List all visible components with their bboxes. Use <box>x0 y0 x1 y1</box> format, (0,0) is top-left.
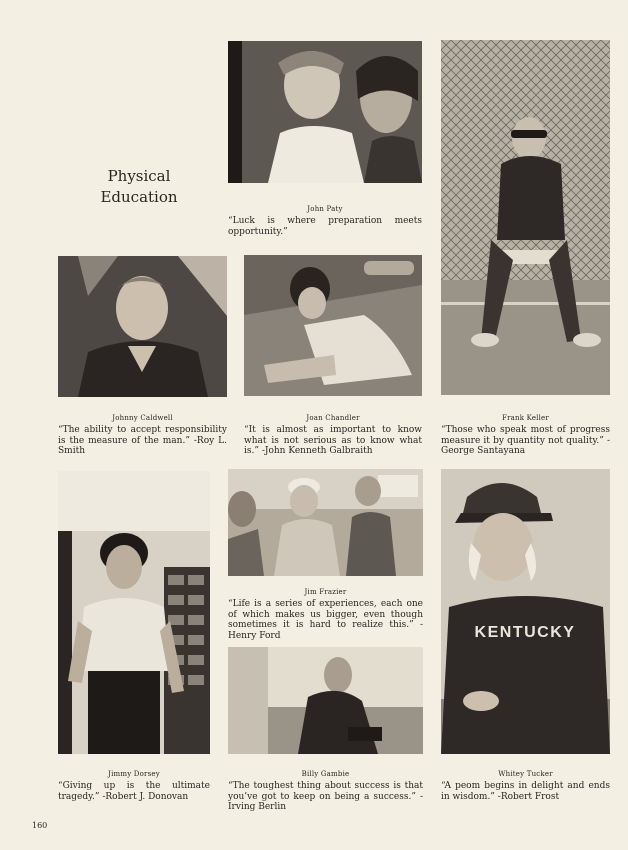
photo-billy-gambie-image <box>228 647 423 754</box>
photo-johnny-caldwell <box>58 256 227 397</box>
name-jim-frazier: Jim Frazier <box>304 588 347 596</box>
quote-joan-chandler: “It is almost as important to know what is not serious as to know what is.” -John Kenneth Galbraith <box>244 425 422 456</box>
section-title <box>80 166 198 208</box>
photo-jim-frazier-image <box>228 469 423 576</box>
name-johnny-caldwell: Johnny Caldwell <box>112 414 173 422</box>
photo-billy-gambie <box>228 647 423 754</box>
photo-jimmy-dorsey-image <box>58 471 210 754</box>
photo-frank-keller-image <box>441 40 610 395</box>
photo-johnny-caldwell-image <box>58 256 227 397</box>
page-number: 160 <box>32 821 48 830</box>
section-title-line-2: Education <box>100 188 178 206</box>
quote-jimmy-dorsey: “Giving up is the ultimate tragedy.” -Robert J. Donovan <box>58 781 210 802</box>
name-john-paty: John Paty <box>307 205 343 213</box>
quote-whitey-tucker: “A peom begins in delight and ends in wisdom.” -Robert Frost <box>441 781 610 802</box>
name-jimmy-dorsey: Jimmy Dorsey <box>108 770 160 778</box>
photo-jimmy-dorsey <box>58 471 210 754</box>
shirt-text: KENTUCKY <box>474 624 576 641</box>
photo-john-paty-image <box>228 41 422 183</box>
photo-frank-keller <box>441 40 610 395</box>
section-title-line-1: Physical <box>107 167 171 185</box>
photo-jim-frazier <box>228 469 423 576</box>
photo-joan-chandler <box>244 255 422 396</box>
name-billy-gambie: Billy Gambie <box>301 770 350 778</box>
name-frank-keller: Frank Keller <box>502 414 549 422</box>
photo-whitey-tucker-image <box>441 469 610 754</box>
name-joan-chandler: Joan Chandler <box>306 414 360 422</box>
photo-whitey-tucker <box>441 469 610 754</box>
quote-john-paty: “Luck is where preparation meets opportunity.” <box>228 216 422 237</box>
name-whitey-tucker: Whitey Tucker <box>498 770 553 778</box>
quote-frank-keller: “Those who speak most of progress measure it by quantity not quality.” -George Santayana <box>441 425 610 456</box>
photo-joan-chandler-image <box>244 255 422 396</box>
photo-john-paty <box>228 41 422 183</box>
quote-jim-frazier: “Life is a series of experiences, each one of which makes us bigger, even though sometimes it is hard to realize this.” -Henry Ford <box>228 599 423 641</box>
quote-johnny-caldwell: “The ability to accept responsibility is the measure of the man.” -Roy L. Smith <box>58 425 227 456</box>
quote-billy-gambie: “The toughest thing about success is that you’ve got to keep on being a success.” -Irving Berlin <box>228 781 423 812</box>
